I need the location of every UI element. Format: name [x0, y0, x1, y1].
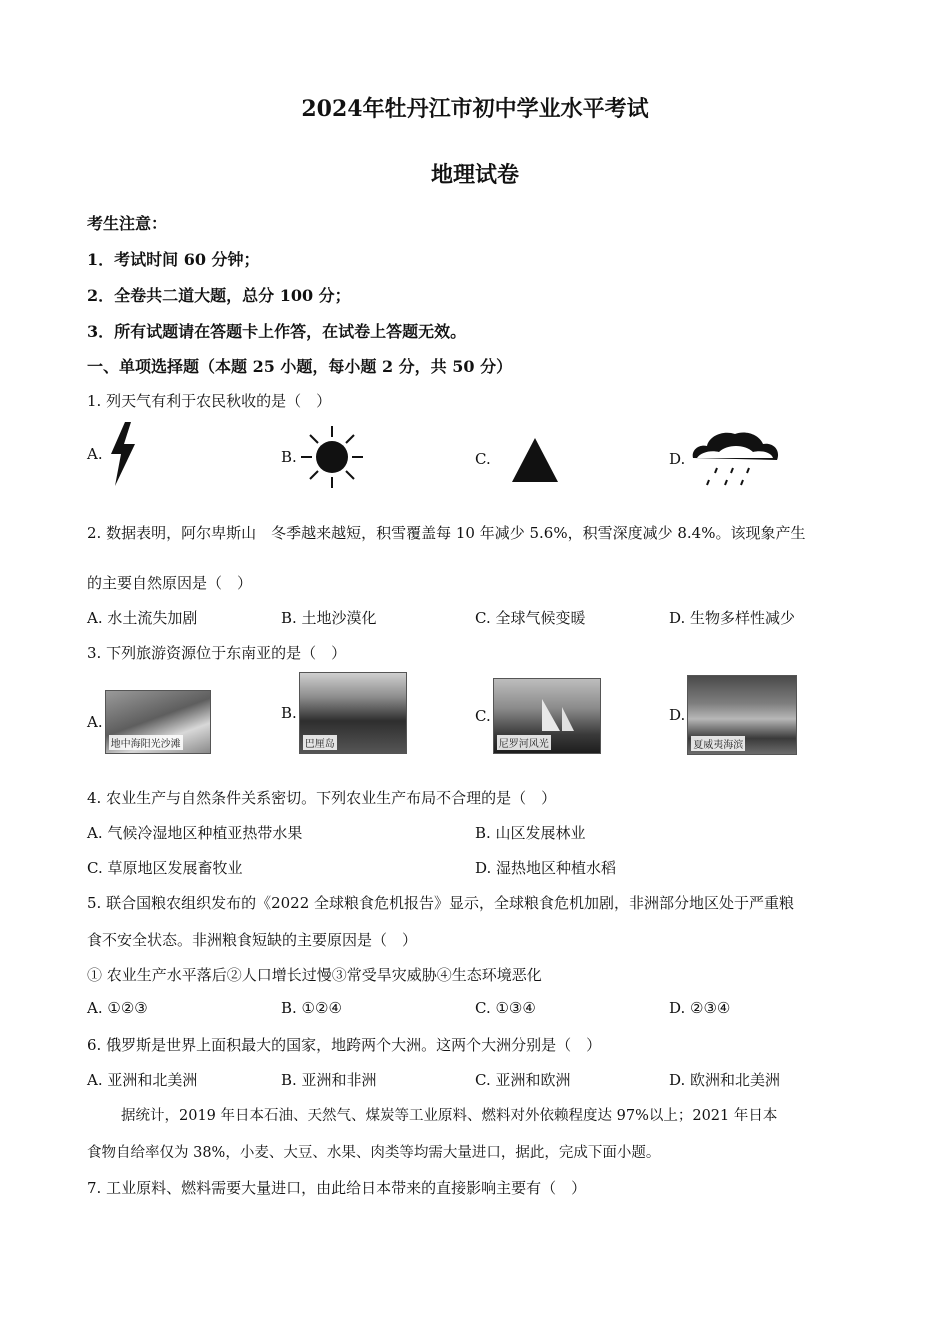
notice-item: 3．所有试题请在答题卡上作答，在试卷上答题无效。 [87, 322, 467, 341]
q2-option-c[interactable]: C. 全球气候变暖 [475, 609, 586, 627]
section-heading: 一、单项选择题（本题 25 小题，每小题 2 分，共 50 分） [87, 357, 513, 376]
q5-option-d[interactable]: D. ②③④ [669, 999, 731, 1017]
triangle-icon [493, 434, 561, 484]
question-6-stem: 6. 俄罗斯是世界上面积最大的国家，地跨两个大洲。这两个大洲分别是（ ） [87, 1036, 602, 1054]
rain-cloud-icon [687, 428, 783, 490]
q2-option-a[interactable]: A. 水土流失加剧 [87, 609, 198, 627]
photo-caption: 巴厘岛 [303, 735, 337, 750]
notice-heading: 考生注意： [87, 214, 168, 233]
option-label: D. [669, 450, 686, 468]
question-4-stem: 4. 农业生产与自然条件关系密切。下列农业生产布局不合理的是（ ） [87, 789, 557, 807]
q6-option-a[interactable]: A. 亚洲和北美洲 [87, 1071, 198, 1089]
hawaii-photo [687, 675, 797, 755]
question-5-items: ① 农业生产水平落后②人口增长过慢③常受旱灾威胁④生态环境恶化 [87, 966, 542, 984]
q6-option-d[interactable]: D. 欧洲和北美洲 [669, 1071, 781, 1089]
photo-caption: 尼罗河风光 [497, 735, 551, 750]
notice-item: 2．全卷共二道大题，总分 100 分； [87, 286, 351, 305]
q4-option-a[interactable]: A. 气候冷湿地区种植亚热带水果 [87, 824, 303, 842]
q1-option-b[interactable] [281, 424, 365, 490]
q1-option-c[interactable] [475, 434, 561, 484]
exam-subtitle: 地理试卷 [430, 162, 519, 188]
q5-option-c[interactable]: C. ①③④ [475, 999, 536, 1017]
question-5-stem: 5. 联合国粮农组织发布的《2022 全球粮食危机报告》显示，全球粮食危机加剧，非洲部分地区处于严重粮 [87, 894, 795, 912]
option-label: C. [475, 450, 491, 468]
option-label: A. [87, 445, 103, 463]
option-label: B. [281, 448, 297, 466]
question-5-stem: 食不安全状态。非洲粮食短缺的主要原因是（ ） [87, 931, 418, 949]
question-2-stem: 的主要自然原因是（ ） [87, 574, 253, 592]
q4-option-d[interactable]: D. 湿热地区种植水稻 [475, 859, 617, 877]
option-label: A. [87, 713, 103, 731]
option-label: D. [669, 706, 686, 724]
photo-caption: 地中海阳光沙滩 [109, 735, 183, 750]
q3-option-c[interactable] [475, 678, 601, 754]
q2-option-b[interactable]: B. 土地沙漠化 [281, 609, 377, 627]
q2-option-d[interactable]: D. 生物多样性减少 [669, 609, 796, 627]
q3-option-d[interactable] [669, 675, 797, 755]
notice-item: 1．考试时间 60 分钟； [87, 250, 260, 269]
q5-option-b[interactable]: B. ①②④ [281, 999, 342, 1017]
question-2-stem: 2. 数据表明，阿尔卑斯山 冬季越来越短，积雪覆盖每 10 年减少 5.6%，积雪深度减少 8.4%。该现象产生 [87, 524, 806, 542]
q3-option-b[interactable] [281, 672, 407, 754]
q5-option-a[interactable]: A. ①②③ [87, 999, 148, 1017]
question-7-stem: 7. 工业原料、燃料需要大量进口，由此给日本带来的直接影响主要有（ ） [87, 1179, 587, 1197]
beach-photo [105, 690, 211, 754]
q1-option-d[interactable] [669, 428, 783, 490]
lightning-icon [105, 420, 139, 488]
option-label: B. [281, 704, 297, 722]
q3-option-a[interactable] [87, 690, 211, 754]
passage-text: 据统计，2019 年日本石油、天然气、煤炭等工业原料、燃料对外依赖程度达 97%以上；2021 年日本 [121, 1108, 778, 1124]
photo-caption: 夏威夷海滨 [691, 736, 745, 751]
question-1-stem: 1. 列天气有利于农民秋收的是（ ） [87, 392, 332, 410]
sun-icon [299, 424, 365, 490]
q4-option-c[interactable]: C. 草原地区发展畜牧业 [87, 859, 243, 877]
passage-text: 食物自给率仅为 38%，小麦、大豆、水果、肉类等均需大量进口，据此，完成下面小题。 [87, 1145, 661, 1161]
nile-photo [493, 678, 601, 754]
exam-title: 2024年牡丹江市初中学业水平考试 [301, 96, 649, 122]
q6-option-b[interactable]: B. 亚洲和非洲 [281, 1071, 377, 1089]
island-photo [299, 672, 407, 754]
q4-option-b[interactable]: B. 山区发展林业 [475, 824, 586, 842]
question-3-stem: 3. 下列旅游资源位于东南亚的是（ ） [87, 644, 347, 662]
option-label: C. [475, 707, 491, 725]
q1-option-a[interactable] [87, 420, 139, 488]
q6-option-c[interactable]: C. 亚洲和欧洲 [475, 1071, 571, 1089]
